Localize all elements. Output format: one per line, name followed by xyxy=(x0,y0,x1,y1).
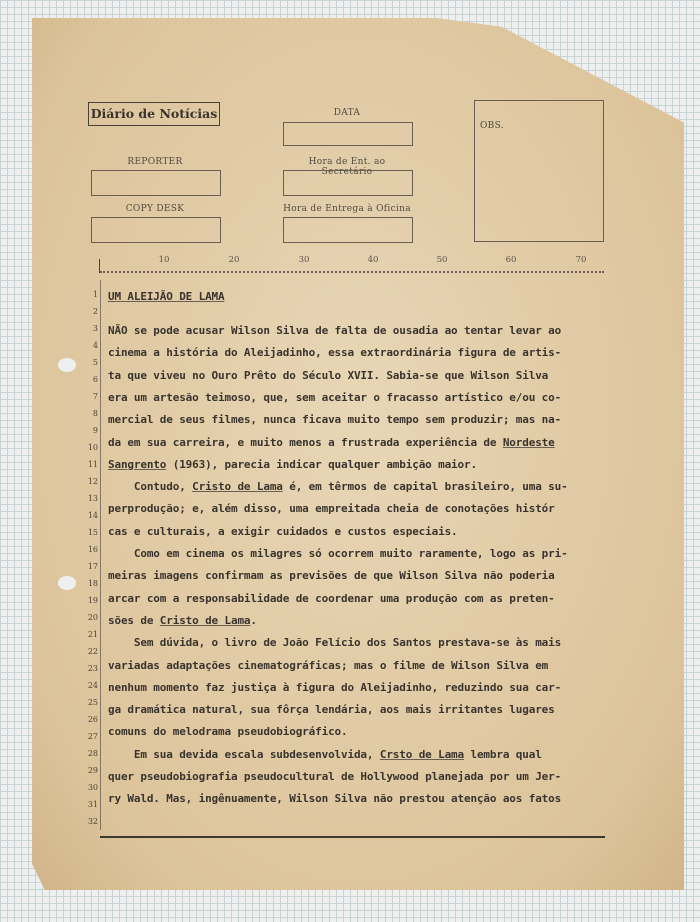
line-text: Como em cinema os milagres só ocorrem muito raramente, logo as pri- xyxy=(108,547,568,560)
line-text: Em sua devida escala subdesenvolvida, xyxy=(108,747,380,761)
line-number: 10 xyxy=(87,443,98,452)
hora-secretario-label: Hora de Ent. ao Secretário xyxy=(308,157,386,177)
article-line xyxy=(108,659,548,672)
article-line xyxy=(108,324,561,337)
obs-label: OBS. xyxy=(480,121,504,131)
line-number: 26 xyxy=(87,715,98,724)
article-line xyxy=(108,413,561,426)
underlined-film-title: Cristo de Lama xyxy=(159,613,251,627)
article-line xyxy=(108,703,555,716)
line-text: é, em têrmos de capital brasileiro, uma su- xyxy=(282,480,568,494)
line-text: da em sua carreira, e muito menos a frustrada experiência de xyxy=(108,435,503,449)
line-number: 7 xyxy=(92,392,98,401)
line-number: 3 xyxy=(92,324,98,333)
article-line xyxy=(108,391,561,404)
line-number: 11 xyxy=(87,460,98,469)
line-text: ga dramática natural, sua fôrça lendária, aos mais irritantes lugares xyxy=(108,703,555,717)
ruler-tick: 10 xyxy=(158,255,170,265)
hora-secretario-field xyxy=(283,170,413,196)
line-number: 17 xyxy=(87,562,98,571)
line-number: 29 xyxy=(87,766,98,775)
article-line xyxy=(108,547,568,560)
line-number: 14 xyxy=(87,511,98,520)
line-text: perprodução; e, além disso, uma empreitada cheia de conotações histór xyxy=(108,502,555,516)
line-text: (1963), parecia indicar qualquer ambição maior. xyxy=(166,457,477,471)
ruler-tick: 30 xyxy=(298,255,310,265)
line-text: mercial de seus filmes, nunca ficava muito tempo sem produzir; mas na- xyxy=(108,413,562,427)
line-number: 22 xyxy=(87,647,98,656)
ruler-tick: 40 xyxy=(367,255,379,265)
line-text: cinema a história do Aleijadinho, essa extraordinária figura de artis- xyxy=(108,346,562,360)
punch-hole xyxy=(58,576,76,590)
line-text: era um artesão teimoso, que, sem aceitar o fracasso artístico e/ou co- xyxy=(108,390,562,404)
line-number: 9 xyxy=(92,426,98,435)
line-number: 5 xyxy=(92,358,98,367)
line-text: Sem dúvida, o livro de João Felício dos Santos prestava-se às mais xyxy=(108,636,562,650)
line-text: NÃO se pode acusar Wilson Silva de falta de ousadia ao tentar levar ao xyxy=(108,324,562,337)
line-number: 20 xyxy=(87,613,98,622)
line-number: 1 xyxy=(92,290,98,299)
line-number: 12 xyxy=(87,477,98,486)
line-number: 21 xyxy=(87,630,98,639)
ruler-dotted-line xyxy=(100,268,604,273)
line-text: cas e culturais, a exigir cuidados e custos especiais. xyxy=(108,524,458,538)
line-text: lembra qual xyxy=(464,747,542,761)
article-line xyxy=(108,681,561,694)
article-line xyxy=(108,369,548,382)
line-number: 6 xyxy=(92,375,98,384)
hora-oficina-label: Hora de Entrega à Oficina xyxy=(283,204,411,214)
underlined-film-title: Crsto de Lama xyxy=(379,747,465,761)
line-number: 19 xyxy=(87,596,98,605)
article-line xyxy=(108,748,542,761)
line-number: 23 xyxy=(87,664,98,673)
copy-desk-label: COPY DESK xyxy=(125,204,185,214)
article-line xyxy=(108,636,561,649)
line-text: comuns do melodrama pseudobiográfico. xyxy=(108,725,348,739)
article-line xyxy=(108,725,348,738)
line-number: 28 xyxy=(87,749,98,758)
ruler-tick: 70 xyxy=(575,255,587,265)
line-number: 2 xyxy=(92,307,98,316)
line-text: ta que viveu no Ouro Prêto do Século XVII. Sabia-se que Wilson Silva xyxy=(108,368,549,382)
line-text: quer pseudobiografia pseudocultural de Hollywood planejada por um Jer- xyxy=(108,770,562,783)
article-line xyxy=(108,770,561,783)
line-text: meiras imagens confirmam as previsões de que Wilson Silva não poderia xyxy=(108,569,555,583)
reporter-field xyxy=(91,170,221,196)
data-label: DATA xyxy=(333,108,361,118)
ruler-tick: 20 xyxy=(228,255,240,265)
left-margin-line xyxy=(100,280,101,830)
line-number: 30 xyxy=(87,783,98,792)
article-line xyxy=(108,502,555,515)
line-number: 8 xyxy=(92,409,98,418)
line-text: . xyxy=(250,613,257,627)
article-line xyxy=(108,569,555,582)
punch-hole xyxy=(58,358,76,372)
article-line xyxy=(108,614,257,627)
line-number: 16 xyxy=(87,545,98,554)
article-line xyxy=(108,792,561,805)
line-text: sões de xyxy=(108,613,160,627)
hora-oficina-field xyxy=(283,217,413,243)
reporter-label: REPORTER xyxy=(127,157,183,167)
line-text: ry Wald. Mas, ingênuamente, Wilson Silva não prestou atenção aos fatos xyxy=(108,792,562,806)
article-line xyxy=(108,592,555,605)
underlined-film-title: Cristo de Lama xyxy=(192,480,283,494)
line-number: 27 xyxy=(87,732,98,741)
article-line xyxy=(108,346,561,359)
article-line xyxy=(108,480,568,493)
line-text: nenhum momento faz justiça à figura do Aleijadinho, reduzindo sua car- xyxy=(108,680,562,694)
article-line xyxy=(108,458,477,471)
article-line xyxy=(108,525,458,538)
underlined-film-title: Nordeste xyxy=(502,435,555,449)
line-number: 24 xyxy=(87,681,98,690)
line-number: 13 xyxy=(87,494,98,503)
line-text: variadas adaptações cinematográficas; mas o filme de Wilson Silva em xyxy=(108,658,549,672)
article-line xyxy=(108,436,555,449)
bottom-rule xyxy=(100,836,605,838)
data-field xyxy=(283,122,413,146)
line-text: Contudo, xyxy=(108,480,193,494)
masthead: Diário de Notícias xyxy=(88,102,220,126)
line-number: 31 xyxy=(87,800,98,809)
article-title: UM ALEIJÃO DE LAMA xyxy=(108,290,225,303)
ruler-tick: 50 xyxy=(436,255,448,265)
line-number: 18 xyxy=(87,579,98,588)
underlined-film-title: Sangrento xyxy=(108,457,167,471)
ruler-tick: 60 xyxy=(505,255,517,265)
copy-desk-field xyxy=(91,217,221,243)
line-number: 25 xyxy=(87,698,98,707)
line-number: 4 xyxy=(92,341,98,350)
line-number: 15 xyxy=(87,528,98,537)
line-text: arcar com a responsabilidade de coordenar uma produção com as preten- xyxy=(108,591,555,605)
line-number: 32 xyxy=(87,817,98,826)
